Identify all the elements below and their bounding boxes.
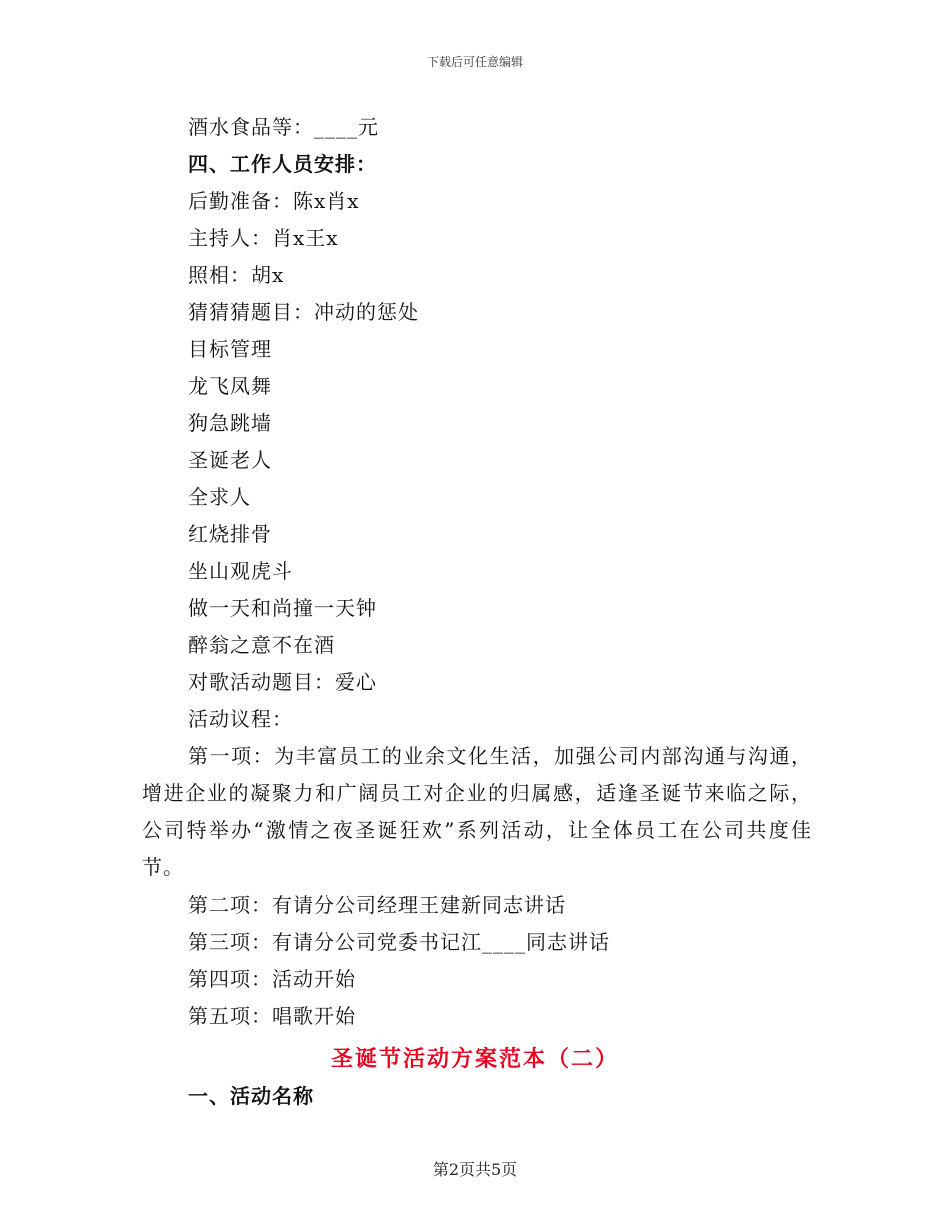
list-item: 醉翁之意不在酒 (188, 633, 335, 657)
list-item: 做一天和尚撞一天钟 (188, 596, 377, 620)
line-logistics: 后勤准备：陈x肖x (188, 189, 360, 213)
list-item: 红烧排骨 (188, 522, 272, 546)
agenda-item-4: 第四项：活动开始 (188, 967, 356, 991)
list-item: 目标管理 (188, 337, 272, 361)
page-header: 下载后可任意编辑 (426, 55, 523, 69)
line-host: 主持人：肖x王x (188, 226, 339, 250)
line-photographer: 照相：胡x (188, 263, 285, 287)
agenda-item-5: 第五项：唱歌开始 (188, 1004, 356, 1028)
agenda-item-1: 第一项：为丰富员工的业余文化生活，加强公司内部沟通与沟通，增进企业的凝聚力和广阔员工对企业的归属感，适逢圣诞节来临之际，公司特举办“激情之夜圣诞狂欢”系列活动，让全体员工在公司共度佳节。 (142, 744, 812, 879)
section-title: 圣诞节活动方案范本（二） (330, 1047, 619, 1072)
line-agenda-label: 活动议程： (188, 707, 293, 731)
list-item: 龙飞凤舞 (188, 374, 272, 398)
heading-staff-arrangement: 四、工作人员安排： (188, 152, 377, 176)
list-item: 圣诞老人 (188, 448, 272, 472)
agenda-item-2: 第二项：有请分公司经理王建新同志讲话 (188, 893, 566, 917)
line-song-topic: 对歌活动题目：爱心 (188, 670, 377, 694)
agenda-item-3: 第三项：有请分公司党委书记江____同志讲话 (188, 930, 610, 954)
list-item: 坐山观虎斗 (188, 559, 293, 583)
list-item: 狗急跳墙 (188, 411, 272, 435)
section-heading-activity-name: 一、活动名称 (188, 1084, 314, 1108)
page-footer: 第2页共5页 (432, 1160, 518, 1179)
line-guess-topic: 猜猜猜题目：冲动的惩处 (188, 300, 419, 324)
list-item: 全求人 (188, 485, 251, 509)
line-drinks-budget: 酒水食品等：____元 (188, 115, 379, 139)
